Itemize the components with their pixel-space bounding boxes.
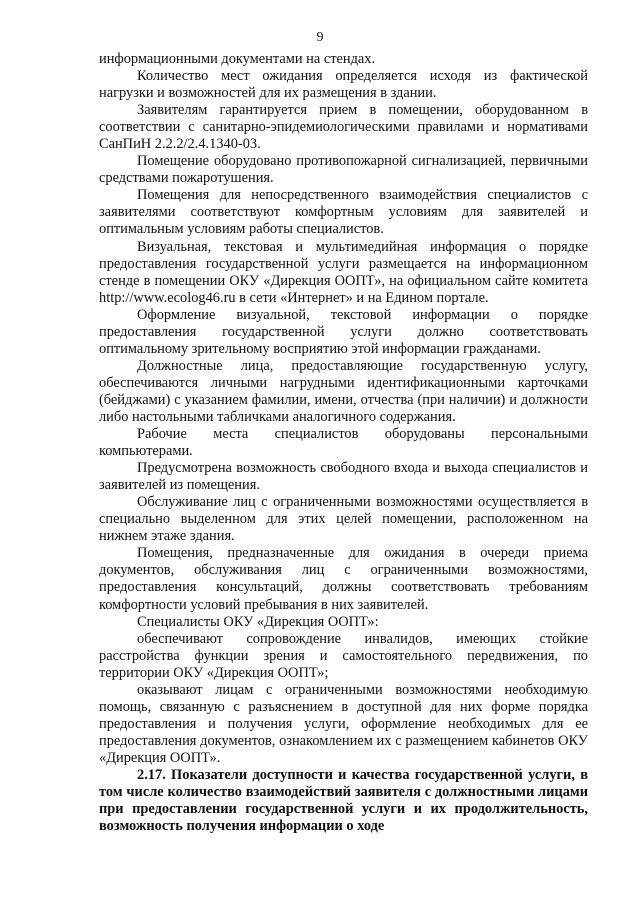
paragraph-assistance: оказывают лицам с ограниченными возможностями необходимую помощь, связанную с разъяснением в доступной для них форме порядка предоставления и получения услуги, оформление необходимых для ее предоставления документов, ознакомлением их с размещением кабинетов ОКУ «Дирекция ООПТ». bbox=[99, 681, 588, 766]
paragraph-sanitary-rules: Заявителям гарантируется прием в помещении, оборудованном в соответствии с санитарно-эпидемиологическими правилами и нормативами СанПиН 2.2.2/2.4.1340-03. bbox=[99, 102, 588, 153]
paragraph-continuation: информационными документами на стендах. bbox=[99, 51, 376, 67]
paragraph-waiting-places: Количество мест ожидания определяется исходя из фактической нагрузки и возможностей для их размещения в здании. bbox=[99, 68, 588, 102]
paragraph-badges: Должностные лица, предоставляющие государственную услугу, обеспечиваются личными нагрудными идентификационными карточками (бейджами) с указанием фамилии, имени, отчества (при наличии) и должности либо настольными табличками аналогичного содержания. bbox=[99, 357, 588, 425]
paragraph-free-access: Предусмотрена возможность свободного входа и выхода специалистов и заявителей из помещения. bbox=[99, 460, 588, 494]
paragraph-information-placement: Визуальная, текстовая и мультимедийная информация о порядке предоставления государственной услуги размещается на информационном стенде в помещении ОКУ «Дирекция ООПТ», на официальном сайте комитета http://www.ecolog46.ru в сети «Интернет» и на Едином портале. bbox=[99, 238, 588, 306]
paragraph-accompaniment: обеспечивают сопровождение инвалидов, имеющих стойкие расстройства функции зрения и самостоятельного передвижения, по территории ОКУ «Дирекция ООПТ»; bbox=[99, 630, 588, 681]
paragraph-comfort-conditions: Помещения для непосредственного взаимодействия специалистов с заявителями соответствуют комфортным условиям для заявителей и оптимальным условиям работы специалистов. bbox=[99, 187, 588, 238]
paragraph-specialists-intro: Специалисты ОКУ «Дирекция ООПТ»: bbox=[137, 613, 379, 630]
section-heading-2-17: 2.17. Показатели доступности и качества государственной услуги, в том числе количество взаимодействий заявителя с должностными лицами при предоставлении государственной услуги и их продолжительность, возможность получения информации о ходе bbox=[99, 766, 588, 835]
paragraph-waiting-rooms: Помещения, предназначенные для ожидания в очереди приема документов, обслуживания лиц с ограниченными возможностями, предоставления консультаций, должны соответствовать требованиям комфортности условий пребывания в них заявителей. bbox=[99, 545, 588, 613]
paragraph-limited-mobility-service: Обслуживание лиц с ограниченными возможностями осуществляется в специально выделенном для этих целей помещении, расположенном на нижнем этаже здания. bbox=[99, 494, 588, 545]
paragraph-workplaces: Рабочие места специалистов оборудованы персональными компьютерами. bbox=[99, 426, 588, 460]
paragraph-fire-safety: Помещение оборудовано противопожарной сигнализацией, первичными средствами пожаротушения. bbox=[99, 153, 588, 187]
document-body bbox=[99, 51, 588, 835]
paragraph-visual-design: Оформление визуальной, текстовой информации о порядке предоставления государственной услуги должно соответствовать оптимальному зрительному восприятию этой информации гражданами. bbox=[99, 306, 588, 357]
page-number: 9 bbox=[316, 30, 324, 45]
